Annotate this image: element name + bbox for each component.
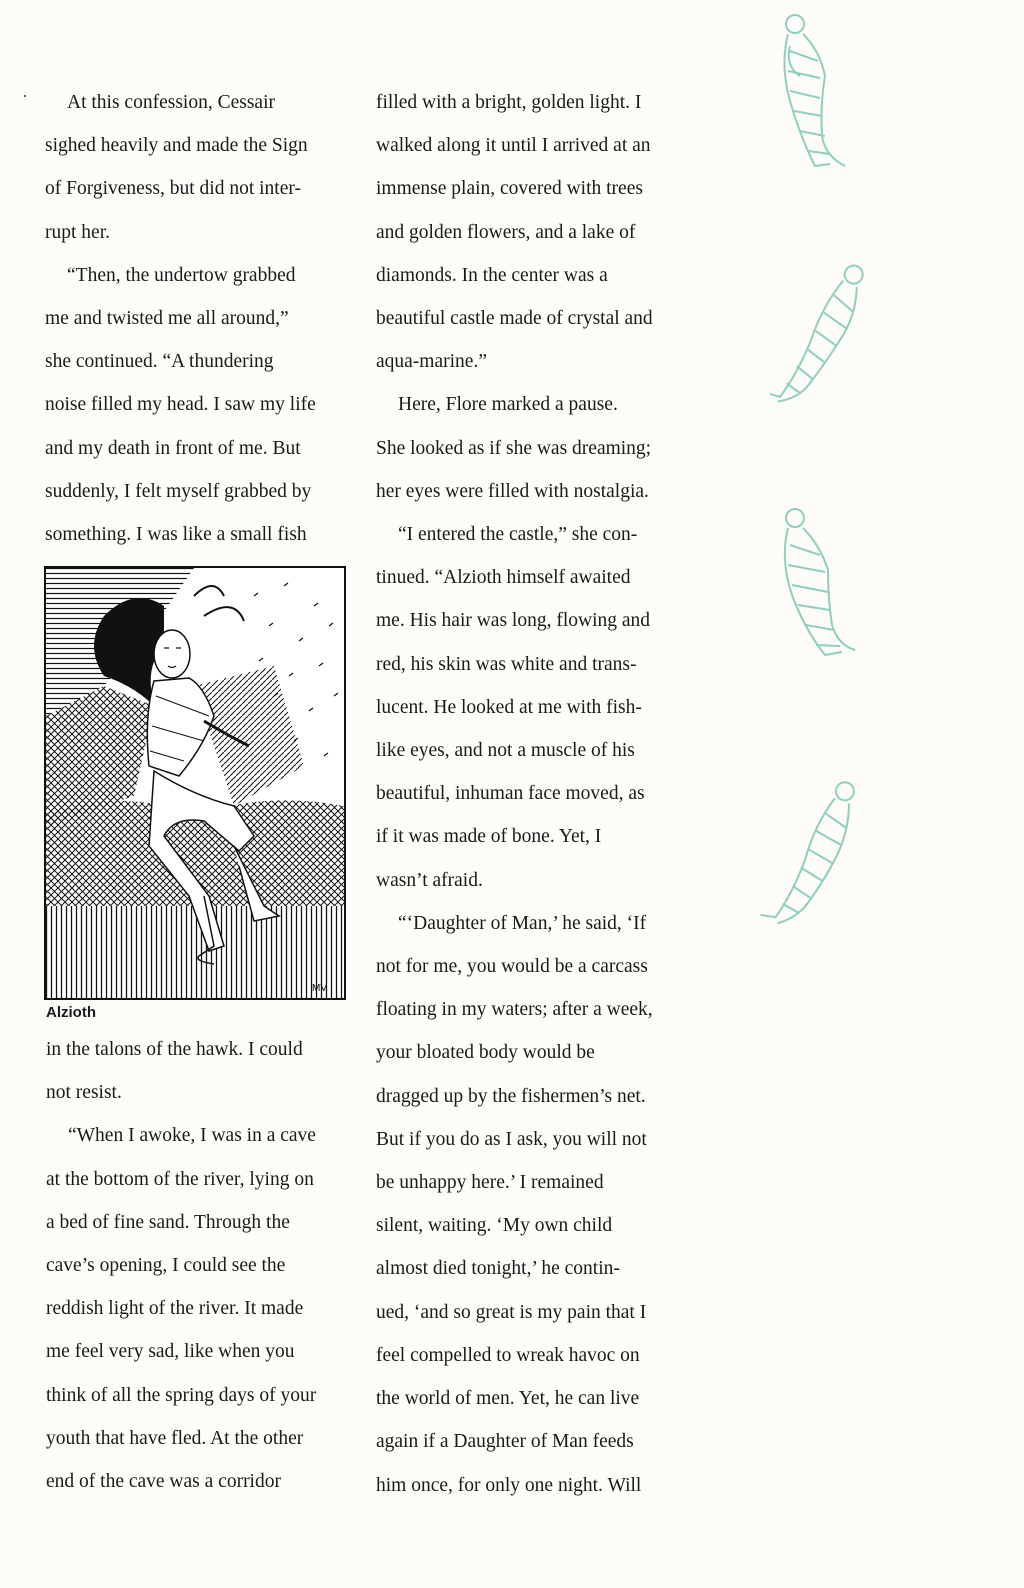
text-line: again if a Daughter of Man feeds <box>376 1431 634 1453</box>
margin-figure-icon <box>770 500 870 675</box>
text-line: silent, waiting. ‘My own child <box>376 1215 613 1237</box>
text-line: walked along it until I arrived at an <box>376 135 651 157</box>
left-column-top <box>45 81 345 556</box>
text-line: noise filled my head. I saw my life <box>45 394 316 416</box>
text-line: and golden flowers, and a lake of <box>376 221 636 243</box>
text-line: not for me, you would be a carcass <box>376 956 648 978</box>
margin-figure-icon <box>760 765 860 940</box>
text-line: think of all the spring days of your <box>46 1384 317 1406</box>
left-column-bottom <box>46 1028 346 1503</box>
text-line: in the talons of the hawk. I could <box>46 1039 303 1060</box>
text-line: him once, for only one night. Will <box>376 1474 642 1496</box>
text-line: end of the cave was a corridor <box>46 1471 281 1493</box>
text-line: “I entered the castle,” she con- <box>398 524 638 546</box>
text-line: be unhappy here.’ I remained <box>376 1172 604 1194</box>
text-line: rupt her. <box>45 221 110 243</box>
text-line: ued, ‘and so great is my pain that I <box>376 1301 647 1323</box>
text-line: reddish light of the river. It made <box>46 1298 304 1320</box>
text-line: she continued. “A thundering <box>45 351 274 373</box>
margin-figure-icon <box>770 6 870 181</box>
text-line: “‘Daughter of Man,’ he said, ‘If <box>398 912 647 934</box>
text-line: floating in my waters; after a week, <box>376 999 653 1021</box>
text-line: a bed of fine sand. Through the <box>46 1211 290 1233</box>
text-line: diamonds. In the center was a <box>376 264 608 286</box>
text-line: dragged up by the fishermen’s net. <box>376 1085 646 1107</box>
text-line: something. I was like a small fish <box>45 524 307 546</box>
right-column <box>376 81 676 1507</box>
text-line: beautiful castle made of crystal and <box>376 308 653 330</box>
text-line: suddenly, I felt myself grabbed by <box>45 480 312 502</box>
text-line: Here, Flore marked a pause. <box>398 394 618 416</box>
text-line: me feel very sad, like when you <box>46 1341 295 1363</box>
text-line: youth that have fled. At the other <box>46 1427 304 1449</box>
text-line: cave’s opening, I could see the <box>46 1255 286 1277</box>
text-line: if it was made of bone. Yet, I <box>376 826 602 848</box>
text-line: feel compelled to wreak havoc on <box>376 1344 640 1366</box>
text-line: immense plain, covered with trees <box>376 178 643 200</box>
text-line: your bloated body would be <box>376 1042 595 1064</box>
text-line: “When I awoke, I was in a cave <box>68 1125 316 1147</box>
text-line: She looked as if she was dreaming; <box>376 437 652 459</box>
text-line: and my death in front of me. But <box>45 437 301 459</box>
text-line: filled with a bright, golden light. I <box>376 92 642 113</box>
text-line: wasn’t afraid. <box>376 869 483 891</box>
text-line: the world of men. Yet, he can live <box>376 1388 640 1410</box>
text-line: tinued. “Alzioth himself awaited <box>376 567 631 589</box>
text-line: me and twisted me all around,” <box>45 308 289 330</box>
text-line: me. His hair was long, flowing and <box>376 610 651 632</box>
text-line: like eyes, and not a muscle of his <box>376 740 635 762</box>
text-line: almost died tonight,’ he contin- <box>376 1258 620 1280</box>
text-line: aqua-marine.” <box>376 351 487 373</box>
text-line: red, his skin was white and trans- <box>376 653 637 675</box>
text-line: But if you do as I ask, you will not <box>376 1128 647 1150</box>
paper-speck <box>24 95 26 97</box>
text-line: “Then, the undertow grabbed <box>67 264 296 286</box>
figure-caption: Alzioth <box>46 1004 96 1021</box>
text-line: beautiful, inhuman face moved, as <box>376 783 645 805</box>
margin-figure-icon <box>770 248 870 423</box>
text-line: not resist. <box>46 1082 122 1104</box>
alzioth-illustration <box>44 566 346 1000</box>
text-line: At this confession, Cessair <box>67 92 275 113</box>
text-line: her eyes were filled with nostalgia. <box>376 480 649 502</box>
text-line: of Forgiveness, but did not inter- <box>45 178 301 200</box>
artist-signature: MV <box>312 983 327 994</box>
text-line: at the bottom of the river, lying on <box>46 1168 314 1190</box>
text-line: lucent. He looked at me with fish- <box>376 696 642 718</box>
text-line: sighed heavily and made the Sign <box>45 135 308 157</box>
